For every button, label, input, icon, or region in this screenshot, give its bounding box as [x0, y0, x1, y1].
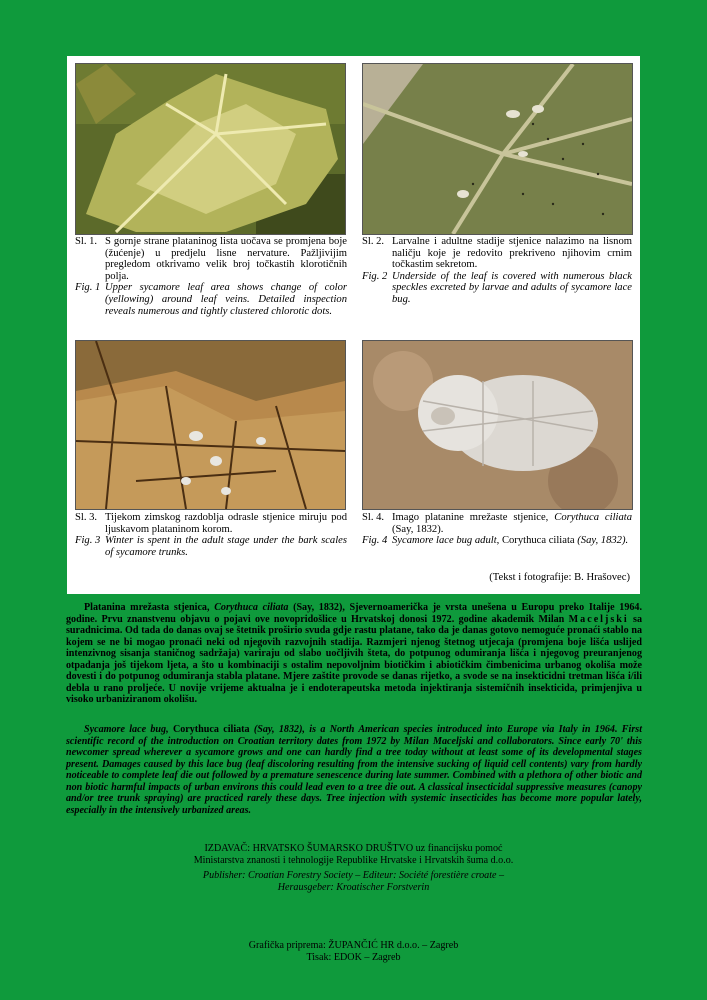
caption-text-hr-end: (Say, 1832).	[392, 523, 444, 535]
caption-fig-2	[362, 236, 632, 306]
printer-line: Tisak: EDOK – Zagreb	[306, 951, 401, 963]
author-name: Maceljski	[432, 735, 474, 747]
para-hr-part1: Platanina mrežasta stjenica,	[84, 602, 215, 613]
para-hr-part3: sa suradnicima. Od tada do danas ovaj se štetnik proširio svuda gdje rastu platane, tako da je danas gotovo nemoguće pronaći stablo na kojem se ne bi mogao pronaći neki od njegovih razvojnih stadija. Razmjeri njenog štetnog utjecaja (promjena boje lišća uslijed intenzivnog sisanja staničnog sadržaja) variraju od slabo uočljivih šteta, do potpunog odumiranja lišća i njegovog preuranjenog otpadanja još tijekom ljeta, a što u kombinaciji s ostalim nepovoljnim biotičkim i abiotičkim čimbenicima urbanog okoliša može dovesti i do potpunog odumiranja stabla platane. Mjere zaštite provode se danas rijetko, a svode se na insekticidni tretman lišća i/ili debla u rano proljeće. U novije vrijeme aktualna je i endoterapeutska metoda injektiranja sistemičnih insekticida, primjenjiva u visoko urbaniziranom okolišu.	[66, 613, 643, 706]
caption-text-en-start: Sycamore lace bug adult,	[392, 535, 502, 547]
photo-leaf-upper	[75, 63, 346, 235]
caption-text-hr: S gornje strane plataninog lista uočava se promjena boje (žućenje) u predjelu lisne nervature. Pažljivijim pregledom otkrivamo velik broj točkastih klorotičnih polja.	[105, 236, 347, 282]
caption-label-en: Fig. 4	[362, 535, 388, 547]
species-name: Corythuca ciliata	[501, 535, 575, 547]
prepress-line: Grafička priprema: ŽUPANČIĆ HR d.o.o. – Zagreb	[248, 940, 459, 951]
publisher-translations: Publisher: Croatian Forestry Society – Editeur: Société forestière croate –	[202, 870, 505, 882]
photo-lace-bug-adult	[362, 340, 633, 510]
paragraph-croatian	[66, 602, 642, 706]
figure-panel	[67, 56, 640, 594]
species-name: Corythuca ciliata	[554, 512, 632, 523]
para-en-part2: (Say, 1832), is a North American species introduced into Europe via Italy in 1964. First scientific record of the introduction on Croatian territory dates from 1972 by Milan	[66, 724, 642, 747]
caption-text-hr	[392, 512, 632, 535]
caption-label: Sl. 3.	[75, 512, 98, 523]
photo-credit: (Tekst i fotografije: B. Hrašovec)	[489, 572, 630, 583]
funding-line: Ministarstva znanosti i tehnologije Republike Hrvatske i Hrvatskih šuma d.o.o.	[193, 854, 514, 866]
publisher-german: Herausgeber: Kroatischer Forstverin	[277, 881, 430, 893]
caption-label: Sl. 4.	[362, 512, 385, 523]
caption-text-en: Underside of the leaf is covered with numerous black speckles excreted by larvae and adults of sycamore lace bug.	[392, 270, 632, 305]
publisher-block	[0, 843, 707, 893]
caption-fig-3	[75, 512, 347, 558]
caption-label-en: Fig. 1	[75, 282, 101, 294]
species-name: Corythuca ciliata	[214, 602, 289, 613]
caption-label-en: Fig. 2	[362, 270, 388, 282]
author-name: Maceljski	[568, 613, 629, 625]
caption-fig-4	[362, 512, 632, 547]
caption-text-en: Winter is spent in the adult stage under the bark scales of sycamore trunks.	[105, 535, 347, 558]
publisher-line: IZDAVAČ: HRVATSKO ŠUMARSKO DRUŠTVO uz financijsku pomoć	[204, 843, 503, 854]
photo-bark	[75, 340, 346, 510]
para-en-part1: Sycamore lace bug,	[84, 724, 173, 735]
paragraph-english	[66, 724, 642, 816]
caption-text-en: Upper sycamore leaf area shows change of color (yellowing) around leaf veins. Detailed inspection reveals numerous and tightly clustered chlorotic dots.	[105, 282, 347, 317]
caption-text-en	[392, 535, 632, 547]
para-en-part3: and collaborators. Since early 70' this newcomer spread wherever a sycamore grows and one can hardly find a tree today without at least some of its developmental stages present. Damages caused by this lace bug (leaf discoloring resulting from the intensive sucking of liquid cell contents) vary from hardly noticeable to complete leaf die out followed by a premature senescence during late summer. Combined with a plethora of other biotic and non biotic harmful impacts of urban environs this could lead even to a tree die out. A classical insecticidal suppressive measures (canopy and/or tree trunk spraying) are practiced rarely these days. Tree injection with systemic insecticides has become more popular lately, especially in the intensively urbanized areas.	[66, 735, 642, 816]
caption-label: Sl. 2.	[362, 236, 385, 247]
caption-text-en-end: (Say, 1832).	[574, 535, 629, 547]
photo-leaf-underside	[362, 63, 633, 235]
para-hr-part2: (Say, 1832), Sjevernoamerička je vrsta unešena u Europu preko Italije 1964. godine. Prvu znanstvenu objavu o pojavi ove novopridošlice u Hrvatskoj donosi 1972. godine akademik Milan	[66, 602, 642, 625]
caption-label: Sl. 1.	[75, 236, 98, 247]
caption-text-hr: Larvalne i adultne stadije stjenice nalazimo na lisnom naličju koje je redovito prekriveno njihovim crnim točkastim sekretom.	[392, 236, 632, 271]
caption-text-hr-start: Imago platanine mrežaste stjenice,	[392, 512, 555, 523]
print-info	[0, 940, 707, 963]
caption-text-hr: Tijekom zimskog razdoblja odrasle stjenice miruju pod ljuskavom plataninom korom.	[105, 512, 347, 535]
caption-label-en: Fig. 3	[75, 535, 101, 547]
species-name: Corythuca ciliata	[172, 724, 250, 735]
caption-fig-1	[75, 236, 347, 317]
